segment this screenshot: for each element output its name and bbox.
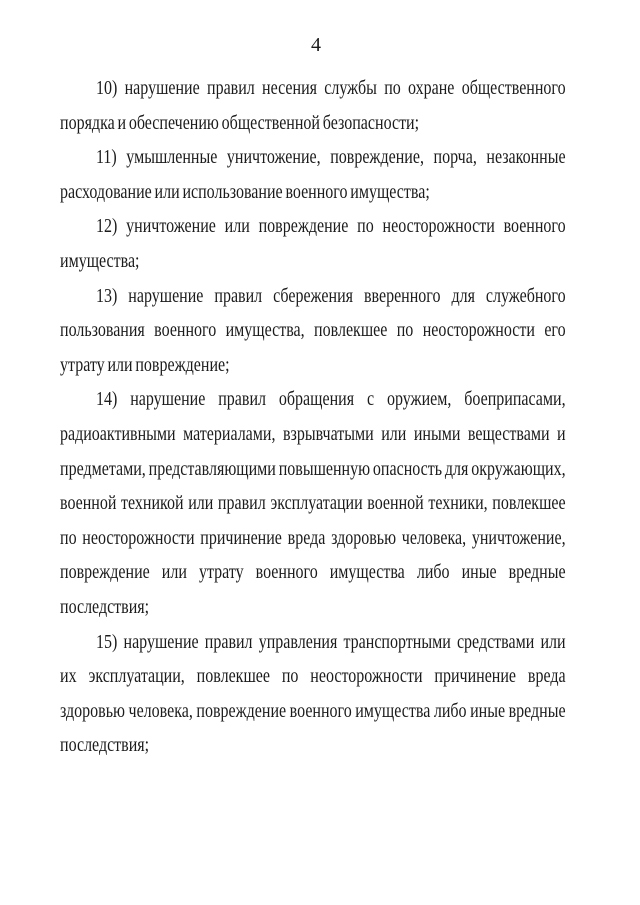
text-line: 13) нарушение правил сбережения вверенного для служебного	[96, 284, 566, 307]
text-line: по неосторожности причинение вреда здоровью человека, уничтожение,	[60, 526, 566, 549]
paragraph-item-13	[60, 279, 568, 383]
paragraph-item-12	[60, 209, 568, 278]
text-line: 11) умышленные уничтожение, повреждение, порча, незаконные	[96, 146, 566, 169]
text-line: их эксплуатации, повлекшее по неосторожности причинение вреда	[60, 665, 566, 688]
text-line: военной техникой или правил эксплуатации военной техники, повлекшее	[60, 492, 566, 515]
text-line: здоровью человека, повреждение военного имущества либо иные вредные	[60, 699, 566, 722]
text-line: радиоактивными материалами, взрывчатыми или иными веществами и	[60, 422, 566, 445]
text-line: 14) нарушение правил обращения с оружием, боеприпасами,	[96, 388, 566, 411]
paragraph-item-14	[60, 382, 568, 624]
text-line: 12) уничтожение или повреждение по неосторожности военного	[96, 215, 566, 238]
paragraph-item-11	[60, 140, 568, 209]
text-line: 10) нарушение правил несения службы по охране общественного	[96, 77, 566, 99]
text-line: последствия;	[60, 734, 150, 757]
text-line: 15) нарушение правил управления транспортными средствами или	[96, 630, 566, 653]
text-line: пользования военного имущества, повлекшее по неосторожности его	[60, 319, 566, 342]
text-line: утрату или повреждение;	[60, 353, 230, 376]
document-body	[60, 71, 568, 763]
text-line: предметами, представляющими повышенную опасность для окружающих,	[60, 457, 566, 480]
text-line: повреждение или утрату военного имущества либо иные вредные	[60, 561, 566, 584]
paragraph-item-15	[60, 625, 568, 763]
text-line: расходование или использование военного имущества;	[60, 180, 430, 203]
text-line: последствия;	[60, 595, 150, 618]
paragraph-item-10	[60, 71, 568, 140]
text-line: имущества;	[60, 249, 140, 272]
text-line: порядка и обеспечению общественной безопасности;	[60, 111, 420, 134]
page-number: 4	[311, 34, 321, 56]
